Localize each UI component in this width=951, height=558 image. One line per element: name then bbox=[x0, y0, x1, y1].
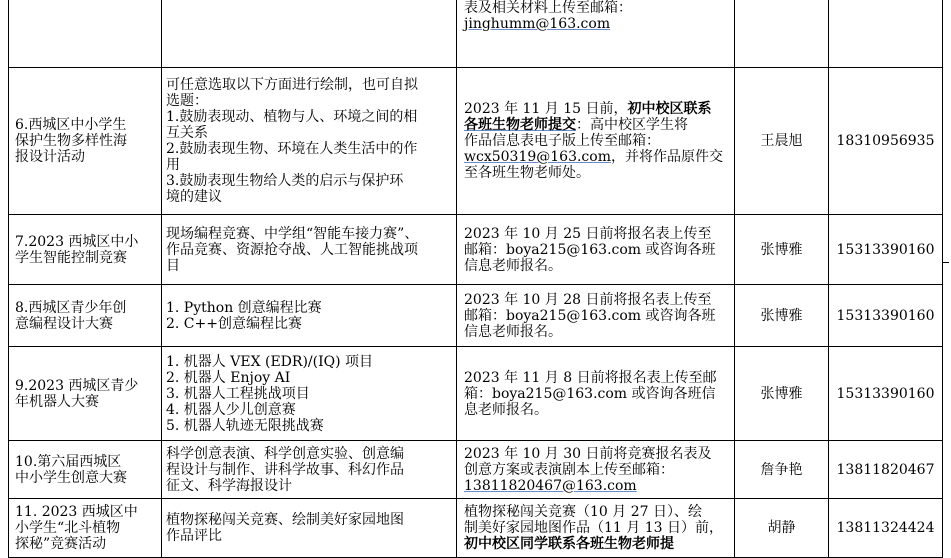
submission-cell bbox=[457, 0, 735, 68]
submission-line bbox=[464, 324, 730, 340]
submission-cell bbox=[457, 499, 735, 558]
activity-content-cell bbox=[162, 285, 457, 347]
activity-content-cell bbox=[162, 347, 457, 441]
submission-line bbox=[464, 308, 730, 324]
submission-text: 2023 年 11 月 15 日前， bbox=[464, 101, 628, 117]
contact-phone bbox=[829, 0, 943, 68]
activity-name-line: 报设计活动 bbox=[15, 149, 85, 165]
activity-name-line: 中小学生创意大赛 bbox=[15, 469, 127, 486]
table-row bbox=[9, 68, 943, 215]
submission-text: 2023 年 10 月 25 日前将报名表上传至 bbox=[464, 225, 712, 242]
margin-mark bbox=[943, 262, 949, 263]
submission-cell bbox=[457, 285, 735, 347]
submission-line bbox=[464, 149, 730, 165]
submission-cell bbox=[457, 441, 735, 499]
submission-line bbox=[464, 242, 730, 258]
submission-line bbox=[464, 462, 730, 478]
content-line: 1. Python 创意编程比赛 bbox=[166, 299, 322, 316]
content-line: 3.鼓励表现生物给人类的启示与保护环 bbox=[166, 173, 404, 189]
submission-line bbox=[464, 370, 730, 386]
content-line: 1. 机器人 VEX (EDR)/(IQ) 项目 bbox=[166, 353, 374, 370]
activity-name-line: 10.第六届西城区 bbox=[15, 453, 122, 470]
activity-name-line: 9.2023 西城区青少 bbox=[15, 377, 139, 394]
content-line: 4. 机器人少儿创意赛 bbox=[166, 401, 296, 418]
activity-name-cell bbox=[9, 215, 162, 285]
activity-table bbox=[8, 0, 943, 558]
submission-text: 表及相关材料上传至邮箱： bbox=[464, 0, 632, 16]
activity-name-cell bbox=[9, 441, 162, 499]
submission-text: 作品信息表电子版上传至邮箱： bbox=[464, 133, 660, 149]
contact-phone: 15313390160 bbox=[829, 215, 943, 285]
submission-line bbox=[464, 292, 730, 308]
contact-person: 王晨旭 bbox=[735, 68, 829, 215]
submission-line bbox=[464, 520, 730, 536]
content-line: 程设计与制作、讲科学故事、科幻作品 bbox=[166, 461, 404, 478]
email-link[interactable]: jinghumm@163.com bbox=[464, 16, 611, 32]
submission-text: 2023 年 11 月 8 日前将报名表上传至邮 bbox=[464, 369, 717, 386]
submission-cell bbox=[457, 347, 735, 441]
content-line: 目 bbox=[166, 257, 180, 274]
contact-person: 张博雅 bbox=[735, 347, 829, 441]
contact-person: 詹争艳 bbox=[735, 441, 829, 499]
submission-text: 创意方案或表演剧本上传至邮箱： bbox=[464, 461, 674, 478]
contact-phone: 13811324424 bbox=[829, 499, 943, 558]
activity-name-line: 探秘”竞赛活动 bbox=[15, 536, 107, 552]
submission-line bbox=[464, 402, 730, 418]
content-line: 作品竞赛、资源抢夺战、人工智能挑战项 bbox=[166, 241, 418, 258]
content-line: 2. 机器人 Enjoy AI bbox=[166, 369, 291, 386]
table-row bbox=[9, 441, 943, 499]
activity-name-cell bbox=[9, 347, 162, 441]
submission-cell bbox=[457, 68, 735, 215]
table-row bbox=[9, 285, 943, 347]
submission-line bbox=[464, 101, 730, 117]
submission-line bbox=[464, 478, 730, 494]
submission-text: ：高中校区学生将 bbox=[576, 117, 688, 133]
content-line: 境的建议 bbox=[166, 189, 222, 205]
activity-name-cell bbox=[9, 68, 162, 215]
submission-text: 箱：boya215@163.com 或咨询各班信 bbox=[464, 385, 716, 402]
content-line: 5. 机器人轨迹无限挑战赛 bbox=[166, 417, 324, 434]
activity-content-cell bbox=[162, 68, 457, 215]
submission-line bbox=[464, 536, 730, 552]
submission-text: 各班生物老师提交 bbox=[464, 117, 576, 133]
submission-text: 信息老师报名。 bbox=[464, 323, 562, 340]
submission-line bbox=[464, 386, 730, 402]
content-line: 征文、科学海报设计 bbox=[166, 477, 292, 494]
submission-text: ，并将作品原件交 bbox=[610, 149, 723, 165]
submission-text: 初中校区联系 bbox=[627, 101, 712, 117]
submission-text: 邮箱：boya215@163.com 或咨询各班 bbox=[464, 241, 716, 258]
content-line: 选题： bbox=[166, 93, 208, 109]
contact-phone: 18310956935 bbox=[829, 68, 943, 215]
activity-name-cell bbox=[9, 499, 162, 558]
submission-text: 初中校区同学联系各班生物老师提 bbox=[464, 536, 674, 552]
table-row bbox=[9, 499, 943, 558]
submission-text: 邮箱：boya215@163.com 或咨询各班 bbox=[464, 307, 716, 324]
contact-phone: 15313390160 bbox=[829, 285, 943, 347]
activity-name-line: 年机器人大赛 bbox=[15, 393, 99, 410]
submission-text: 息老师报名。 bbox=[464, 401, 548, 418]
submission-line bbox=[464, 165, 730, 181]
content-line: 作品评比 bbox=[166, 528, 222, 544]
table-row bbox=[9, 215, 943, 285]
submission-text: 2023 年 10 月 30 日前将竞赛报名表及 bbox=[464, 445, 712, 462]
contact-person: 胡静 bbox=[735, 499, 829, 558]
content-line: 科学创意表演、科学创意实验、创意编 bbox=[166, 445, 404, 462]
content-line: 可任意选取以下方面进行绘制，也可自拟 bbox=[166, 77, 418, 93]
content-line: 植物探秘闯关竞赛、绘制美好家园地图 bbox=[166, 512, 404, 528]
submission-line bbox=[464, 117, 730, 133]
content-line: 1.鼓励表现动、植物与人、环境之间的相 bbox=[166, 109, 418, 125]
submission-line bbox=[464, 16, 730, 32]
table-row bbox=[9, 0, 943, 68]
table-body bbox=[9, 0, 943, 558]
table-row bbox=[9, 347, 943, 441]
activity-name-line: 学生智能控制竞赛 bbox=[15, 249, 127, 266]
content-line: 用 bbox=[166, 157, 180, 173]
submission-text: 植物探秘闯关竞赛（10 月 27 日）、绘 bbox=[464, 504, 702, 520]
activity-content-cell bbox=[162, 499, 457, 558]
activity-name-line: 6.西城区中小学生 bbox=[15, 117, 127, 133]
email-link[interactable]: 13811820467@163.com bbox=[464, 477, 637, 494]
content-line: 现场编程竞赛、中学组“智能车接力赛”、 bbox=[166, 225, 419, 242]
activity-name-line: 11. 2023 西城区中 bbox=[15, 504, 138, 520]
submission-text: 至各班生物老师处。 bbox=[464, 165, 590, 181]
activity-content-cell bbox=[162, 215, 457, 285]
submission-line bbox=[464, 446, 730, 462]
contact-person bbox=[735, 0, 829, 68]
submission-line bbox=[464, 258, 730, 274]
content-line: 互关系 bbox=[166, 125, 208, 141]
activity-name-line: 意编程设计大赛 bbox=[15, 315, 113, 332]
submission-line bbox=[464, 504, 730, 520]
submission-line bbox=[464, 226, 730, 242]
activity-content-cell bbox=[162, 441, 457, 499]
submission-cell bbox=[457, 215, 735, 285]
email-link[interactable]: wcx50319@163.com bbox=[464, 149, 611, 165]
activity-name-line: 8.西城区青少年创 bbox=[15, 299, 127, 316]
activity-name-line: 7.2023 西城区中小 bbox=[15, 233, 139, 250]
activity-name-cell bbox=[9, 285, 162, 347]
content-line: 2. C++创意编程比赛 bbox=[166, 315, 302, 332]
submission-line bbox=[464, 0, 730, 16]
activity-name-line: 保护生物多样性海 bbox=[15, 133, 127, 149]
submission-text: 制美好家园地图作品（11 月 13 日）前， bbox=[464, 520, 723, 536]
content-line: 2.鼓励表现生物、环境在人类生活中的作 bbox=[166, 141, 418, 157]
activity-name-cell bbox=[9, 0, 162, 68]
contact-phone: 15313390160 bbox=[829, 347, 943, 441]
submission-line bbox=[464, 133, 730, 149]
content-line: 3. 机器人工程挑战项目 bbox=[166, 385, 310, 402]
contact-person: 张博雅 bbox=[735, 285, 829, 347]
activity-name-line: 小学生“北斗植物 bbox=[15, 520, 121, 536]
contact-person: 张博雅 bbox=[735, 215, 829, 285]
submission-text: 2023 年 10 月 28 日前将报名表上传至 bbox=[464, 291, 712, 308]
submission-text: 信息老师报名。 bbox=[464, 257, 562, 274]
activity-content-cell bbox=[162, 0, 457, 68]
contact-phone: 13811820467 bbox=[829, 441, 943, 499]
